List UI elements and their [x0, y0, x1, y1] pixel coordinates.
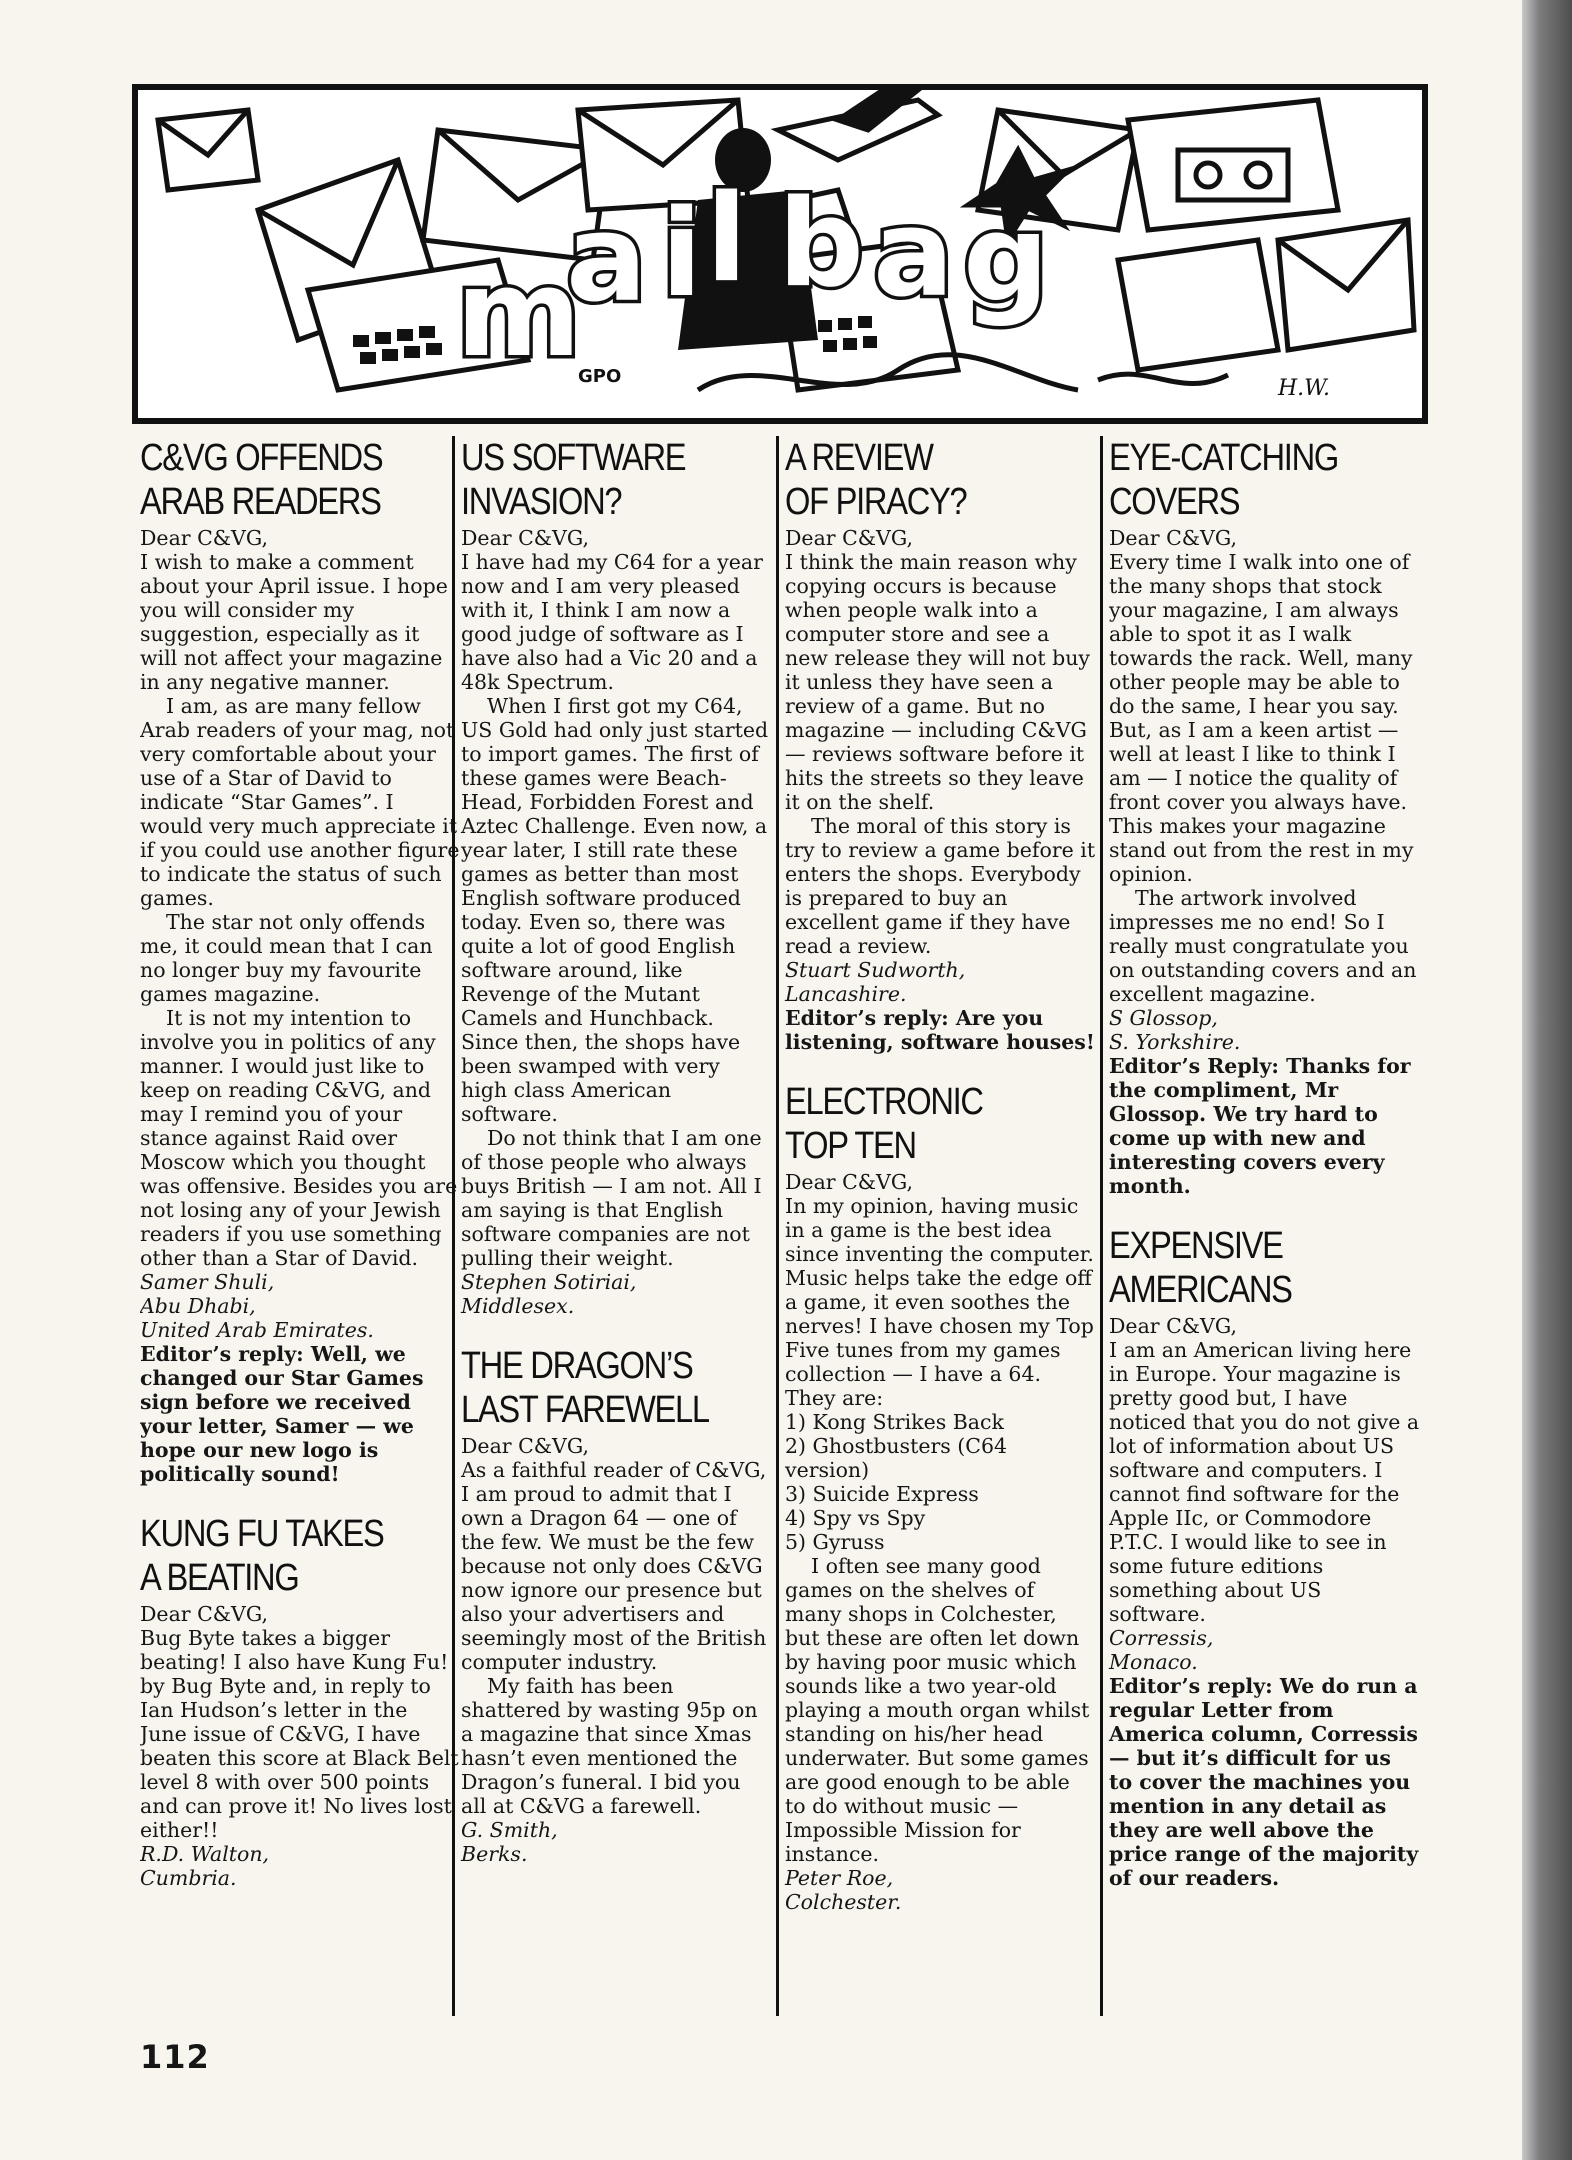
letter-salutation: Dear C&VG,: [461, 526, 590, 550]
banner-stamp-text: GPO: [578, 366, 622, 387]
page-number: 112: [140, 2038, 210, 2076]
letter-signature: Monaco.: [1109, 1650, 1198, 1674]
letter-paragraph: The artwork involved impresses me no end! So I really must congratulate you on outstanding covers and an excellent magazine.: [1109, 886, 1417, 1006]
banner-letter-m: m: [456, 245, 582, 384]
letter-signature: United Arab Emirates.: [140, 1318, 374, 1342]
top-five-item: 5) Gyruss: [785, 1530, 885, 1554]
letter-paragraph: Every time I walk into one of the many shops that stock your magazine, I am always able to spot it as I walk towards the rack. Well, many other people may be able to do the same, I hear you say. But, as I am a keen artist — well at least I like to think I am — I notice the quality of front cover you always have. This makes your magazine stand out from the rest in my opinion.: [1109, 550, 1414, 886]
letter-paragraph: The moral of this story is try to review a game before it enters the shops. Everybody is prepared to buy an excellent game if they have read a review.: [785, 814, 1096, 958]
letter-signature: R.D. Walton,: [140, 1842, 270, 1866]
letter-article: [140, 1512, 460, 1890]
letter-signature: Cumbria.: [140, 1866, 237, 1890]
letter-headline: C&VG OFFENDS ARAB READERS: [140, 437, 383, 523]
mailbag-banner: [132, 84, 1428, 424]
editor-reply: Editor’s reply: Well, we changed our Star Games sign before we received your letter, Samer — we hope our new logo is politically sound!: [140, 1342, 424, 1486]
letter-paragraph: As a faithful reader of C&VG, I am proud to admit that I own a Dragon 64 — one of the few. We must be the few because not only does C&VG now ignore our presence but also your advertisers and seemingly most of the British computer industry.: [461, 1458, 767, 1674]
letter-article: [1109, 1224, 1420, 1890]
letter-signature: G. Smith,: [461, 1818, 558, 1842]
letter-salutation: Dear C&VG,: [140, 526, 269, 550]
letter-article: [1109, 436, 1420, 1198]
editor-reply: Editor’s reply: We do run a regular Letter from America column, Corressis — but it’s difficult for us to cover the machines you mention in any detail as they are well above the price range of the majority of our readers.: [1109, 1674, 1419, 1890]
letter-signature: Samer Shuli,: [140, 1270, 275, 1294]
letter-paragraph: I have had my C64 for a year now and I am very pleased with it, I think I am now a good judge of software as I have also had a Vic 20 and a 48k Spectrum.: [461, 550, 763, 694]
letter-paragraph: Bug Byte takes a bigger beating! I also have Kung Fu! by Bug Byte and, in reply to Ian Hudson’s letter in the June issue of C&VG, I have beaten this score at Black Belt level 8 with over 500 points and can prove it! No lives lost either!!: [140, 1626, 459, 1842]
banner-letter-b: b: [778, 175, 864, 314]
letter-signature: Corressis,: [1109, 1626, 1214, 1650]
letter-paragraph: The star not only offends me, it could mean that I can no longer buy my favourite games magazine.: [140, 910, 433, 1006]
banner-artist-signature: H.W.: [1278, 376, 1330, 401]
letter-paragraph: My faith has been shattered by wasting 95p on a magazine that since Xmas hasn’t even mentioned the Dragon’s funeral. I bid you all at C&VG a farewell.: [461, 1674, 758, 1818]
letter-headline: A REVIEW OF PIRACY?: [785, 437, 967, 523]
banner-letter-g: g: [963, 190, 1049, 329]
editor-reply: Editor’s reply: Are you listening, software houses!: [785, 1006, 1095, 1054]
letter-article: [461, 436, 772, 1318]
letter-headline: EYE-CATCHING COVERS: [1109, 437, 1339, 523]
mailbag-illustration: [138, 90, 1422, 418]
letter-article: [785, 436, 1096, 1054]
letter-headline: ELECTRONIC TOP TEN: [785, 1081, 983, 1167]
column-1: [140, 436, 460, 2016]
letter-salutation: Dear C&VG,: [785, 1170, 914, 1194]
page-edge-shadow: [1522, 0, 1572, 2160]
column-3: [776, 436, 1096, 2016]
top-five-item: 1) Kong Strikes Back: [785, 1410, 1004, 1434]
letter-paragraph: In my opinion, having music in a game is the best idea since inventing the computer. Music helps take the edge off a game, it even soothes the nerves! I have chosen my Top Five tunes from my games collection — I have a 64. They are:: [785, 1194, 1094, 1410]
letter-salutation: Dear C&VG,: [785, 526, 914, 550]
letter-headline: US SOFTWARE INVASION?: [461, 437, 686, 523]
letter-paragraph: I wish to make a comment about your April issue. I hope you will consider my suggestion, especially as it will not affect your magazine in any negative manner.: [140, 550, 448, 694]
letter-headline: THE DRAGON’S LAST FAREWELL: [461, 1345, 709, 1431]
letter-signature: Middlesex.: [461, 1294, 575, 1318]
editor-reply: Editor’s Reply: Thanks for the compliment, Mr Glossop. We try hard to come up with new and interesting covers every month.: [1109, 1054, 1411, 1198]
letter-paragraph: I am an American living here in Europe. Your magazine is pretty good but, I have noticed that you do not give a lot of information about US software and computers. I cannot find software for the Apple IIc, or Commodore P.T.C. I would like to see in some future editions something about US software.: [1109, 1338, 1420, 1626]
banner-letter-l: l: [706, 170, 748, 309]
letter-paragraph: Do not think that I am one of those people who always buys British — I am not. All I am saying is that English software companies are not pulling their weight.: [461, 1126, 762, 1270]
letter-paragraph: When I first got my C64, US Gold had only just started to import games. The first of these games were Beach-Head, Forbidden Forest and Aztec Challenge. Even now, a year later, I still rate these games as better than most English software produced today. Even so, there was quite a lot of good English software around, like Revenge of the Mutant Camels and Hunchback. Since then, the shops have been swamped with very high class American software.: [461, 694, 769, 1126]
letter-article: [785, 1080, 1096, 1914]
letter-headline: EXPENSIVE AMERICANS: [1109, 1225, 1292, 1311]
letter-signature: Abu Dhabi,: [140, 1294, 256, 1318]
letter-paragraph: I am, as are many fellow Arab readers of your mag, not very comfortable about your use of a Star of David to indicate “Star Games”. I would very much appreciate it if you could use another figure to indicate the status of such games.: [140, 694, 460, 910]
letter-signature: Stephen Sotiriai,: [461, 1270, 637, 1294]
letter-signature: Peter Roe,: [785, 1866, 894, 1890]
letter-salutation: Dear C&VG,: [140, 1602, 269, 1626]
letter-paragraph: I often see many good games on the shelves of many shops in Colchester, but these are often let down by having poor music which sounds like a two year-old playing a mouth organ whilst standing on his/her head underwater. But some games are good enough to be able to do without music — Impossible Mission for instance.: [785, 1554, 1090, 1866]
letter-salutation: Dear C&VG,: [1109, 1314, 1238, 1338]
column-2: [452, 436, 772, 2016]
letter-signature: S Glossop,: [1109, 1006, 1218, 1030]
letter-signature: Berks.: [461, 1842, 528, 1866]
top-five-item: 2) Ghostbusters (C64 version): [785, 1434, 1008, 1482]
top-five-item: 4) Spy vs Spy: [785, 1506, 926, 1530]
letter-signature: Stuart Sudworth,: [785, 958, 966, 982]
letter-article: [140, 436, 460, 1486]
letter-signature: Colchester.: [785, 1890, 902, 1914]
letter-signature: S. Yorkshire.: [1109, 1030, 1241, 1054]
banner-letter-i: i: [661, 185, 703, 324]
banner-letter-a: a: [566, 190, 647, 329]
letter-salutation: Dear C&VG,: [461, 1434, 590, 1458]
letter-paragraph: I think the main reason why copying occurs is because when people walk into a computer store and see a new release they will not buy it unless they have seen a review of a game. But no magazine — including C&VG — reviews software before it hits the streets so they leave it on the shelf.: [785, 550, 1091, 814]
banner-letter-a2: a: [873, 185, 954, 324]
column-4: [1100, 436, 1420, 2016]
top-five-item: 3) Suicide Express: [785, 1482, 979, 1506]
letter-headline: KUNG FU TAKES A BEATING: [140, 1513, 384, 1599]
letter-salutation: Dear C&VG,: [1109, 526, 1238, 550]
letter-article: [461, 1344, 772, 1866]
letter-signature: Lancashire.: [785, 982, 907, 1006]
letter-paragraph: It is not my intention to involve you in politics of any manner. I would just like to keep on reading C&VG, and may I remind you of your stance against Raid over Moscow which you thought was offensive. Besides you are not losing any of your Jewish readers if you use something other than a Star of David.: [140, 1006, 458, 1270]
